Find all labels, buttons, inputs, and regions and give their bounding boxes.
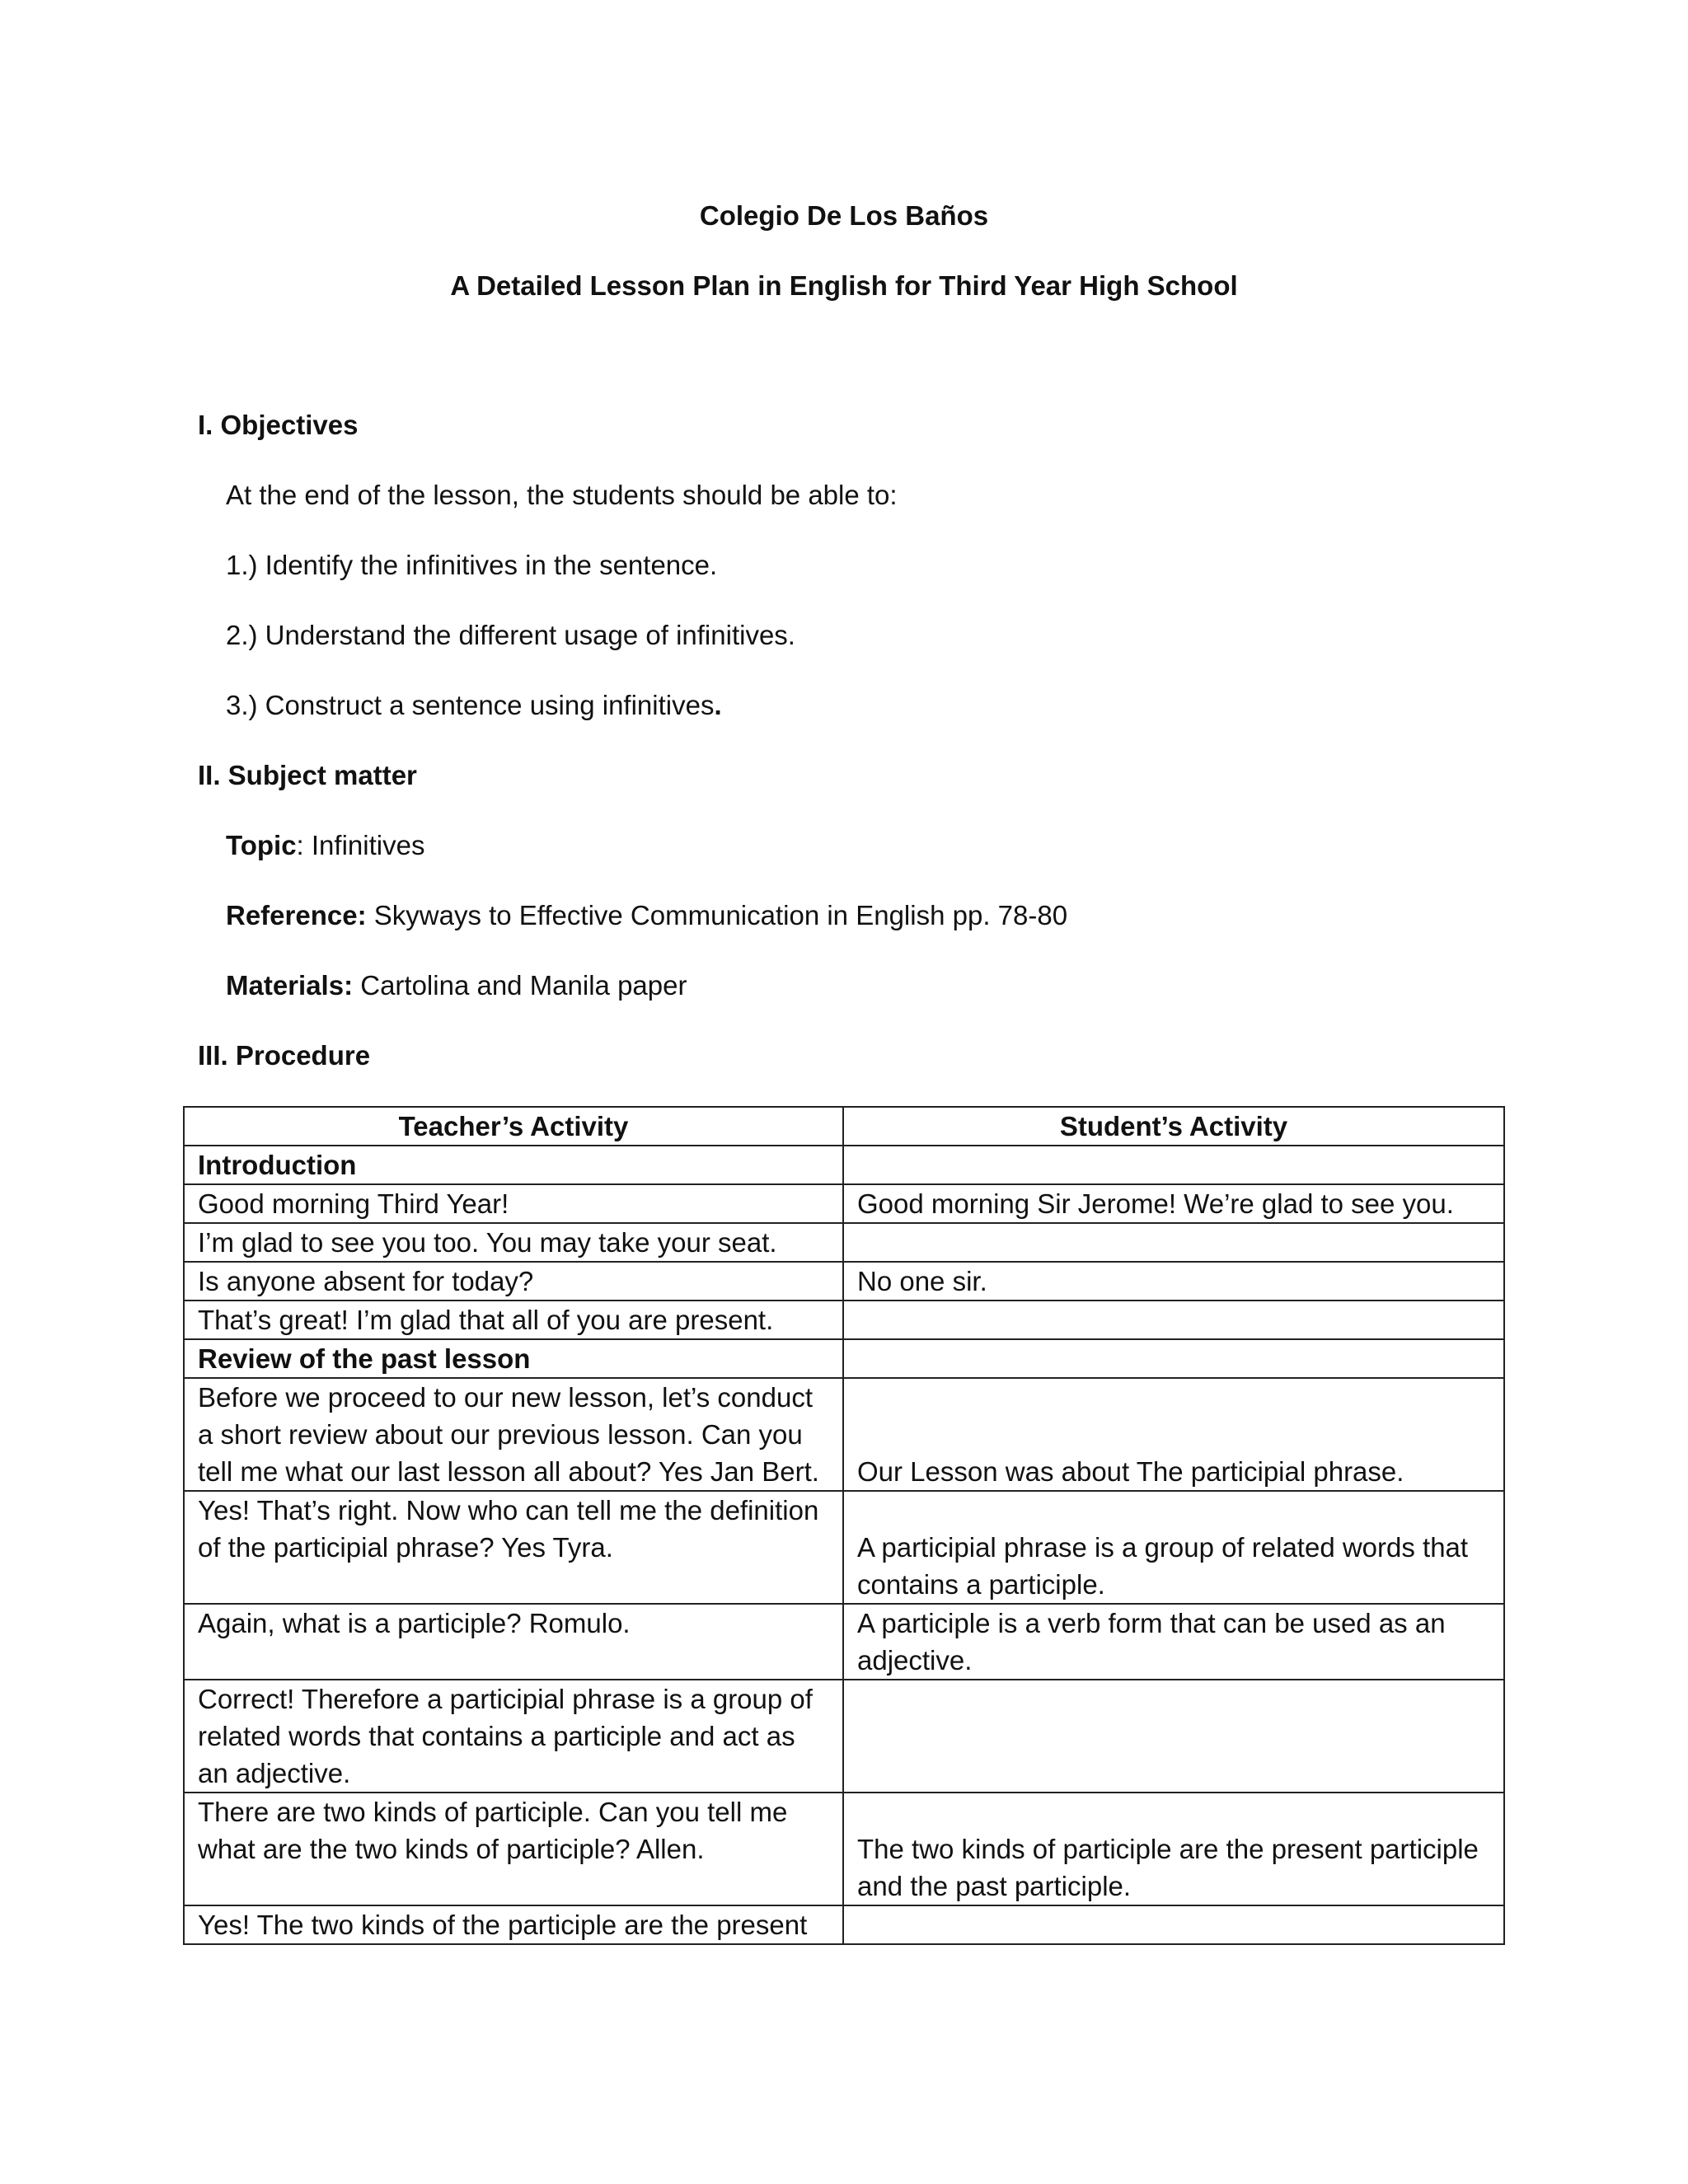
teacher-cell: Yes! The two kinds of the participle are the present bbox=[184, 1905, 843, 1944]
teacher-cell: Before we proceed to our new lesson, let’s conduct a short review about our previous lesson. Can you tell me what our last lesson all about? Yes Jan Bert. bbox=[184, 1378, 843, 1491]
topic-line bbox=[226, 829, 424, 862]
student-cell bbox=[843, 1905, 1504, 1944]
student-cell bbox=[843, 1146, 1504, 1184]
reference-label: Reference: bbox=[226, 900, 367, 930]
table-row bbox=[184, 1905, 1504, 1944]
column-header-teacher: Teacher’s Activity bbox=[184, 1107, 843, 1146]
table-row bbox=[184, 1146, 1504, 1184]
teacher-cell: Yes! That’s right. Now who can tell me the definition of the participial phrase? Yes Tyra. bbox=[184, 1491, 843, 1604]
materials-label: Materials: bbox=[226, 970, 354, 1001]
student-cell bbox=[843, 1301, 1504, 1339]
teacher-cell: That’s great! I’m glad that all of you are present. bbox=[184, 1301, 843, 1339]
objectives-intro: At the end of the lesson, the students should be able to: bbox=[226, 480, 898, 510]
teacher-cell: There are two kinds of participle. Can you tell me what are the two kinds of participle? Allen. bbox=[184, 1793, 843, 1905]
teacher-cell: Introduction bbox=[184, 1146, 843, 1184]
student-cell: A participle is a verb form that can be used as an adjective. bbox=[843, 1604, 1504, 1680]
student-cell: A participial phrase is a group of related words that contains a participle. bbox=[843, 1491, 1504, 1604]
student-cell bbox=[843, 1339, 1504, 1378]
student-cell bbox=[843, 1680, 1504, 1793]
procedure-heading: III. Procedure bbox=[198, 1040, 371, 1071]
student-cell: The two kinds of participle are the present participle and the past participle. bbox=[843, 1793, 1504, 1905]
school-name: Colegio De Los Baños bbox=[699, 200, 989, 231]
reference-line bbox=[226, 899, 1067, 932]
reference-value: Skyways to Effective Communication in English pp. 78-80 bbox=[366, 900, 1068, 930]
objective-item-2: 2.) Understand the different usage of infinitives. bbox=[226, 620, 795, 650]
objective-item-3-text: 3.) Construct a sentence using infinitives bbox=[226, 690, 715, 720]
topic-value: : Infinitives bbox=[296, 830, 425, 860]
table-row bbox=[184, 1339, 1504, 1378]
objectives-heading: I. Objectives bbox=[198, 410, 359, 440]
table-row bbox=[184, 1680, 1504, 1793]
topic-label: Topic bbox=[226, 830, 297, 860]
objective-item-3 bbox=[226, 689, 722, 722]
objective-item-3-period: . bbox=[714, 690, 722, 720]
subject-matter-heading: II. Subject matter bbox=[198, 760, 417, 790]
table-row bbox=[184, 1262, 1504, 1301]
teacher-cell: Is anyone absent for today? bbox=[184, 1262, 843, 1301]
table-row bbox=[184, 1604, 1504, 1680]
teacher-cell: I’m glad to see you too. You may take your seat. bbox=[184, 1223, 843, 1262]
teacher-cell: Correct! Therefore a participial phrase is a group of related words that contains a participle and act as an adjective. bbox=[184, 1680, 843, 1793]
column-header-student: Student’s Activity bbox=[843, 1107, 1504, 1146]
table-row bbox=[184, 1223, 1504, 1262]
student-cell: No one sir. bbox=[843, 1262, 1504, 1301]
materials-line bbox=[226, 969, 687, 1002]
table-row bbox=[184, 1378, 1504, 1491]
teacher-cell: Review of the past lesson bbox=[184, 1339, 843, 1378]
student-cell: Good morning Sir Jerome! We’re glad to see you. bbox=[843, 1184, 1504, 1223]
objective-item-1: 1.) Identify the infinitives in the sentence. bbox=[226, 550, 718, 580]
student-cell bbox=[843, 1223, 1504, 1262]
teacher-cell: Again, what is a participle? Romulo. bbox=[184, 1604, 843, 1680]
document-title: A Detailed Lesson Plan in English for Third Year High School bbox=[450, 270, 1238, 301]
materials-value: Cartolina and Manila paper bbox=[353, 970, 687, 1001]
table-row bbox=[184, 1301, 1504, 1339]
teacher-cell: Good morning Third Year! bbox=[184, 1184, 843, 1223]
procedure-table bbox=[183, 1106, 1505, 1945]
table-row bbox=[184, 1491, 1504, 1604]
student-cell: Our Lesson was about The participial phrase. bbox=[843, 1378, 1504, 1491]
procedure-table-header bbox=[184, 1107, 1504, 1146]
table-row bbox=[184, 1184, 1504, 1223]
table-row bbox=[184, 1793, 1504, 1905]
